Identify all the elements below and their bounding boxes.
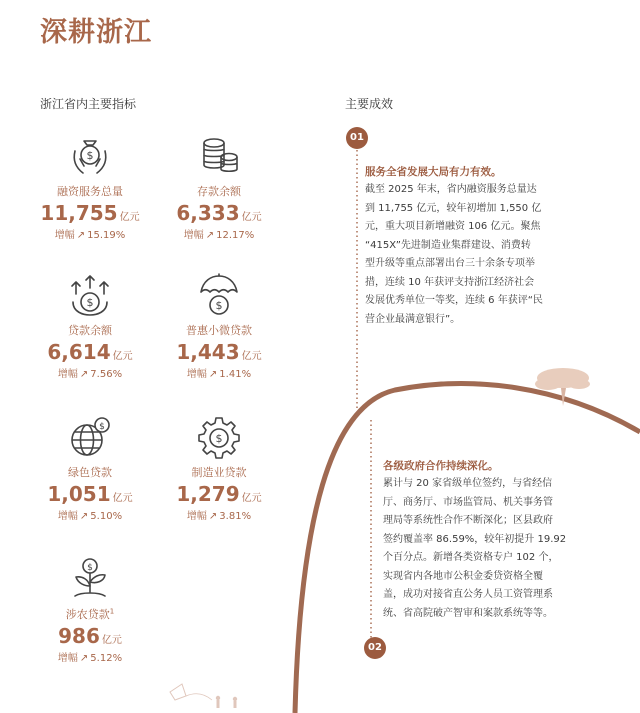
metric-value: 6,614 (47, 340, 111, 364)
achievement-body: 截至 2025 年末，省内融资服务总量达 到 11,755 亿元，较年初增加 1,550 亿 元，重大项目新增融资 106 亿元。聚焦 “415X”先进制造业集群建设、消费转 型升级等重点部署出台三十余条专项举 措，连续 10 年获评支持浙江经济社会 发展优秀单位一等奖，连续 6 年获评“民 营企业最满意银行”。 (365, 184, 543, 325)
metric-inclusive-small-loans (154, 272, 284, 380)
plant-coin-icon (67, 556, 113, 602)
footnote-marker: 1 (109, 607, 115, 616)
loan-growth-icon (67, 272, 113, 318)
metric-growth: 增幅 ↗ 15.19% (54, 230, 126, 241)
metric-unit: 亿元 (119, 212, 140, 223)
growth-arrow-icon: ↗ (205, 230, 215, 241)
tree-illustration (535, 368, 590, 406)
svg-text:$: $ (99, 422, 105, 432)
metric-label: 贷款余额 (68, 324, 112, 337)
metric-label: 融资服务总量 (57, 185, 123, 198)
metric-growth: 增幅 ↗ 12.17% (183, 230, 255, 241)
kite-people-illustration (170, 684, 237, 708)
metric-deposit-balance (154, 133, 284, 241)
metric-value: 6,333 (176, 201, 240, 225)
metric-loan-balance (25, 272, 155, 380)
metric-growth: 增幅 ↗ 5.10% (57, 511, 123, 522)
svg-text:$: $ (86, 149, 94, 162)
gear-dollar-icon (196, 414, 242, 460)
growth-arrow-icon: ↗ (208, 369, 218, 380)
achievement-body: 累计与 20 家省级单位签约，与省经信 厅、商务厅、市场监管局、机关事务管 理局等系统性合作不断深化；区县政府 签约覆盖率 86.59%，较年初提升 19.92 个百分点。新增各类资格专户 102 个， 实现省内各地市公积金委贷资格全覆 盖，成功对接省直公务人员工资管理系 统、省高院破产智审和案款系统等等。 (383, 478, 567, 619)
achievement-number-badge: 01 (346, 127, 368, 149)
metric-growth: 增幅 ↗ 1.41% (186, 369, 252, 380)
growth-arrow-icon: ↗ (208, 511, 218, 522)
globe-dollar-icon (67, 414, 113, 460)
metric-unit: 亿元 (112, 493, 133, 504)
metric-value: 11,755 (40, 201, 118, 225)
metric-value: 1,051 (47, 482, 111, 506)
svg-text:$: $ (215, 299, 223, 312)
svg-text:$: $ (87, 563, 93, 573)
metric-value: 1,443 (176, 340, 240, 364)
metric-unit: 亿元 (241, 351, 262, 362)
metric-green-loans (25, 414, 155, 522)
metric-unit: 亿元 (101, 635, 122, 646)
svg-text:$: $ (215, 432, 223, 445)
left-section-title: 浙江省内主要指标 (40, 97, 137, 111)
umbrella-coin-icon (196, 272, 242, 318)
right-section-title: 主要成效 (345, 97, 394, 111)
metric-label: 制造业贷款 (191, 466, 247, 479)
metric-unit: 亿元 (112, 351, 133, 362)
metric-growth: 增幅 ↗ 3.81% (186, 511, 252, 522)
achievement-title: 各级政府合作持续深化。 (383, 460, 499, 472)
metric-unit: 亿元 (241, 212, 262, 223)
svg-text:$: $ (86, 296, 94, 309)
growth-arrow-icon: ↗ (79, 653, 89, 664)
metric-label: 存款余额 (197, 185, 241, 198)
metric-label: 普惠小微贷款 (186, 324, 252, 337)
achievement-number-badge: 02 (364, 637, 386, 659)
metric-value: 986 (58, 624, 100, 648)
growth-arrow-icon: ↗ (79, 511, 89, 522)
metric-financing-total (25, 133, 155, 241)
growth-arrow-icon: ↗ (79, 369, 89, 380)
metric-unit: 亿元 (241, 493, 262, 504)
metric-label: 涉农贷款$^1$ (65, 607, 115, 621)
page-title: 深耕浙江 (40, 17, 152, 48)
metric-value: 1,279 (176, 482, 240, 506)
hands-coin-icon (67, 133, 113, 179)
growth-arrow-icon: ↗ (76, 230, 86, 241)
metric-manufacturing-loans (154, 414, 284, 522)
metric-label: 绿色贷款 (68, 466, 112, 479)
metric-growth: 增幅 ↗ 5.12% (57, 653, 123, 664)
achievement-title: 服务全省发展大局有力有效。 (365, 166, 502, 178)
coin-stack-icon (196, 133, 242, 179)
metric-growth: 增幅 ↗ 7.56% (57, 369, 123, 380)
metric-agriculture-loans (25, 556, 155, 664)
